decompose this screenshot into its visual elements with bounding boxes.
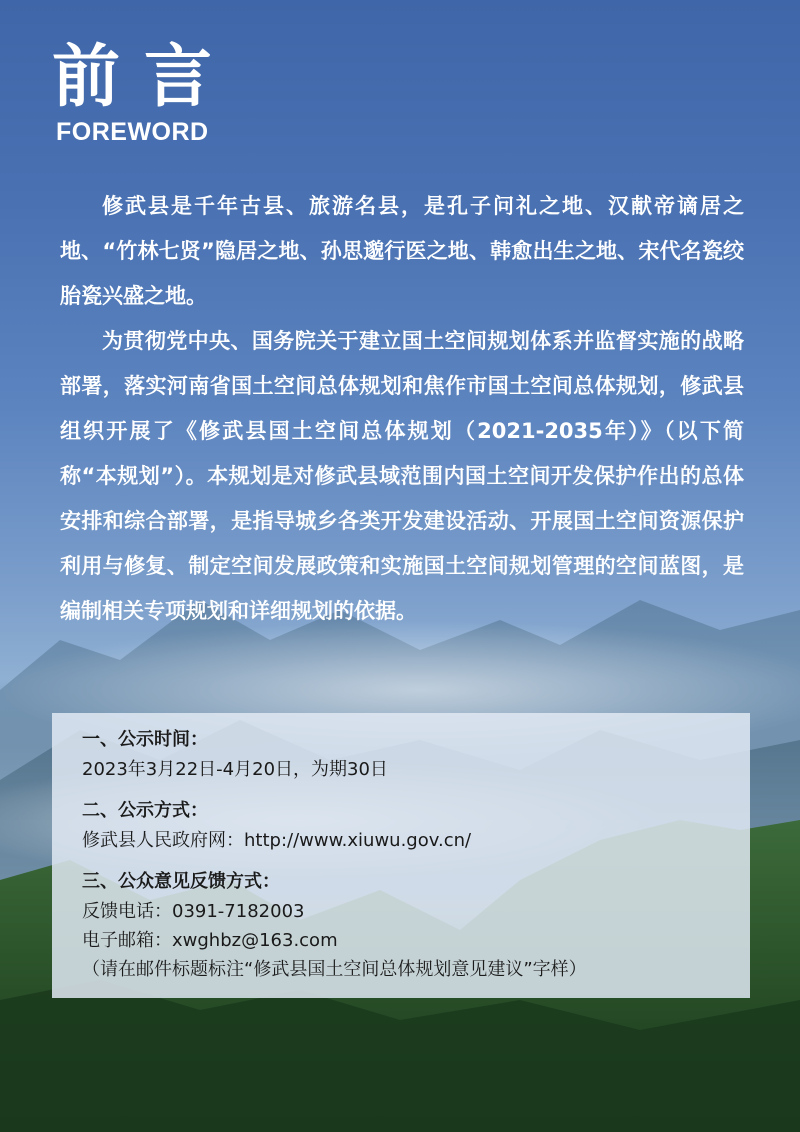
foreword-body xyxy=(60,184,744,634)
page-title: 前言 xyxy=(52,38,237,117)
notice-method-heading: 二、公示方式： xyxy=(82,800,208,821)
notice-method-text: 修武县人民政府网：http://www.xiuwu.gov.cn/ xyxy=(82,830,472,851)
feedback-note: （请在邮件标题标注“修武县国土空间总体规划意见建议”字样） xyxy=(82,959,587,980)
feedback-phone: 反馈电话：0391-7182003 xyxy=(82,901,305,922)
public-notice-panel xyxy=(52,713,750,998)
feedback-email: 电子邮箱：xwghbz@163.com xyxy=(82,930,338,951)
page-subtitle-english: FOREWORD xyxy=(56,118,209,146)
notice-period-text: 2023年3月22日-4月20日，为期30日 xyxy=(82,759,388,780)
notice-period-heading: 一、公示时间： xyxy=(82,729,208,750)
paragraph: 修武县是千年古县、旅游名县，是孔子问礼之地、汉献帝谪居之地、“竹林七贤”隐居之地、孙思邈行医之地、韩愈出生之地、宋代名瓷绞胎瓷兴盛之地。 xyxy=(60,194,744,308)
notice-feedback-heading: 三、公众意见反馈方式： xyxy=(82,871,280,892)
paragraph: 为贯彻党中央、国务院关于建立国土空间规划体系并监督实施的战略部署，落实河南省国土空间总体规划和焦作市国土空间总体规划，修武县组织开展了《修武县国土空间总体规划（2021-2035年）》（以下简称“本规划”）。本规划是对修武县域范围内国土空间开发保护作出的总体安排和综合部署，是指导城乡各类开发建设活动、开展国土空间资源保护利用与修复、制定空间发展政策和实施国土空间规划管理的空间蓝图，是编制相关专项规划和详细规划的依据。 xyxy=(60,329,744,623)
